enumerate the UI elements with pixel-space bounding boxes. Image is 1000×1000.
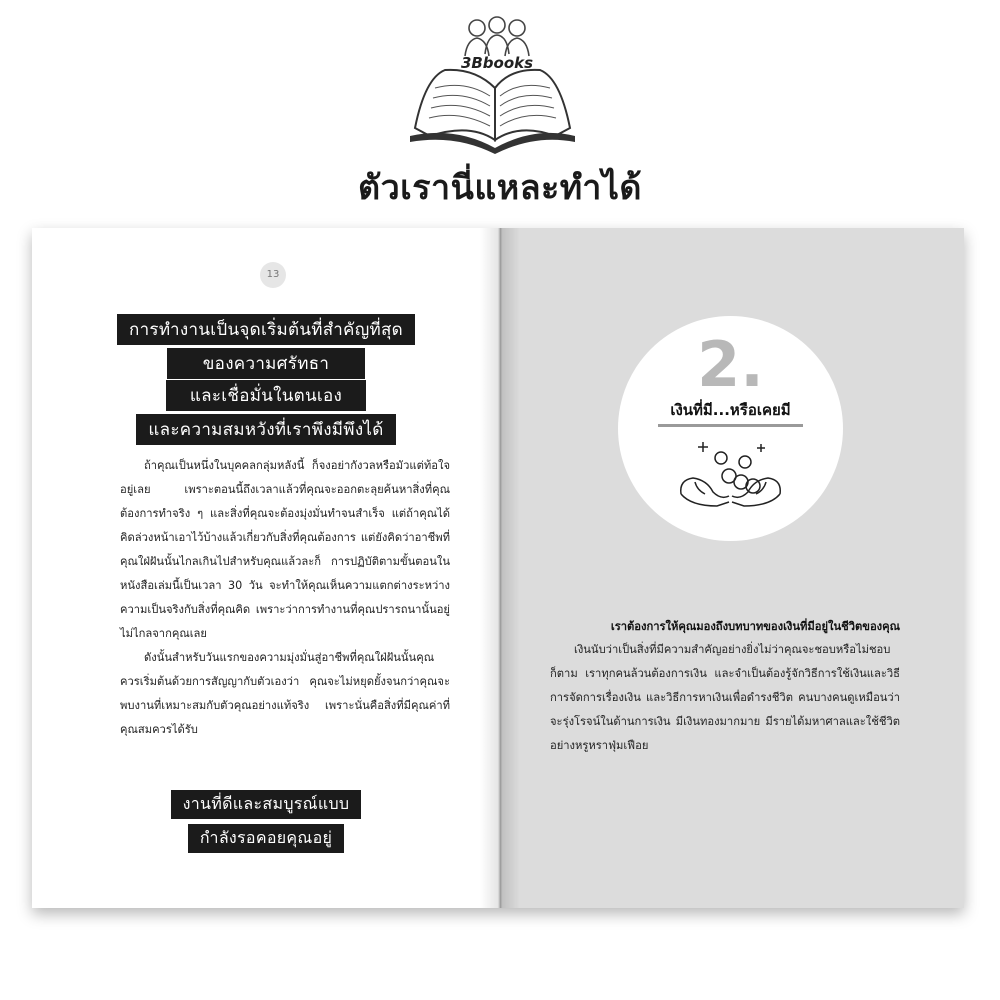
headline-bar: และเชื่อมั่นในตนเอง	[166, 380, 366, 411]
page-number: 13	[260, 262, 286, 288]
closing-bar-1-wrap	[32, 790, 500, 819]
chapter-badge	[618, 316, 843, 541]
headline-bar: ของความศรัทธา	[167, 348, 365, 379]
chapter-rule	[658, 424, 803, 427]
chapter-title: เงินที่มี...หรือเคยมี	[670, 401, 791, 419]
paragraph: ดังนั้นสำหรับวันแรกของความมุ่งมั่นสู่อาชีพที่คุณใฝ่ฝันนั้นคุณควรเริ่มต้นด้วยการสัญญากับตัวเองว่า คุณจะไม่หยุดยั้งจนกว่าคุณจะพบงานที่เหมาะสมกับตัวคุณอย่างแท้จริง เพราะนั่นคือสิ่งที่มีคุณค่าที่คุณสมควรได้รับ	[120, 651, 450, 736]
body-text	[120, 454, 450, 742]
headline-bar-1-wrap	[32, 314, 500, 345]
closing-bar: งานที่ดีและสมบูรณ์แบบ	[171, 790, 362, 819]
headline-bar: การทำงานเป็นจุดเริ่มต้นที่สำคัญที่สุด	[117, 314, 415, 345]
book-spread	[32, 228, 964, 908]
book-gutter-shadow	[480, 228, 520, 908]
logo-text: 3Bbooks	[460, 54, 534, 72]
chapter-lead: เราต้องการให้คุณมองถึงบทบาทของเงินที่มีอยู่ในชีวิตของคุณ	[610, 620, 900, 633]
headline-bar-3-wrap	[32, 380, 500, 411]
headline-bar: และความสมหวังที่เราพึงมีพึงได้	[136, 414, 395, 445]
closing-bar: กำลังรอคอยคุณอยู่	[188, 824, 344, 853]
page-title: ตัวเรานี่แหละทำได้	[358, 168, 642, 208]
body-text	[550, 638, 900, 758]
right-page	[500, 228, 964, 908]
headline-bar-2-wrap	[32, 348, 500, 379]
paragraph: ถ้าคุณเป็นหนึ่งในบุคคลกลุ่มหลังนี้ ก็จงอย่ากังวลหรือมัวแต่ท้อใจอยู่เลย เพราะตอนนี้ถึงเวลาแล้วที่คุณจะออกตะลุยค้นหาสิ่งที่คุณต้องการทำจริง ๆ และสิ่งที่คุณจะต้องมุ่งมั่นทำจนสำเร็จ แต่ถ้าคุณได้คิดล่วงหน้าเอาไว้บ้างแล้วเกี่ยวกับสิ่งที่คุณต้องการ แต่ยังคิดว่าอาชีพที่คุณใฝ่ฝันนั้นไกลเกินไปสำหรับคุณแล้วละก็ การปฏิบัติตามขั้นตอนในหนังสือเล่มนี้เป็นเวลา 30 วัน จะทำให้คุณเห็นความแตกต่างระหว่างความเป็นจริงกับสิ่งที่คุณคิด เพราะว่าการทำงานที่คุณปรารถนานั้นอยู่ไม่ไกลจากคุณเลย	[120, 459, 450, 640]
closing-bar-2-wrap	[32, 824, 500, 853]
left-page	[32, 228, 500, 908]
chapter-number: 2.	[697, 328, 764, 401]
headline-bar-4-wrap	[32, 414, 500, 445]
paragraph: เงินนับว่าเป็นสิ่งที่มีความสำคัญอย่างยิ่งไม่ว่าคุณจะชอบหรือไม่ชอบก็ตาม เราทุกคนล้วนต้องการเงิน และจำเป็นต้องรู้จักวิธีการใช้เงินและวิธีการจัดการเรื่องเงิน และวิธีการหาเงินเพื่อดำรงชีวิต คนบางคนดูเหมือนว่าจะรุ่งโรจน์ในด้านการเงิน มีเงินทองมากมาย มีรายได้มหาศาลและใช้ชีวิตอย่างหรูหราฟุ่มเฟือย	[550, 643, 900, 752]
3bbooks-logo	[405, 8, 580, 158]
hands-with-coins-icon	[673, 436, 788, 516]
